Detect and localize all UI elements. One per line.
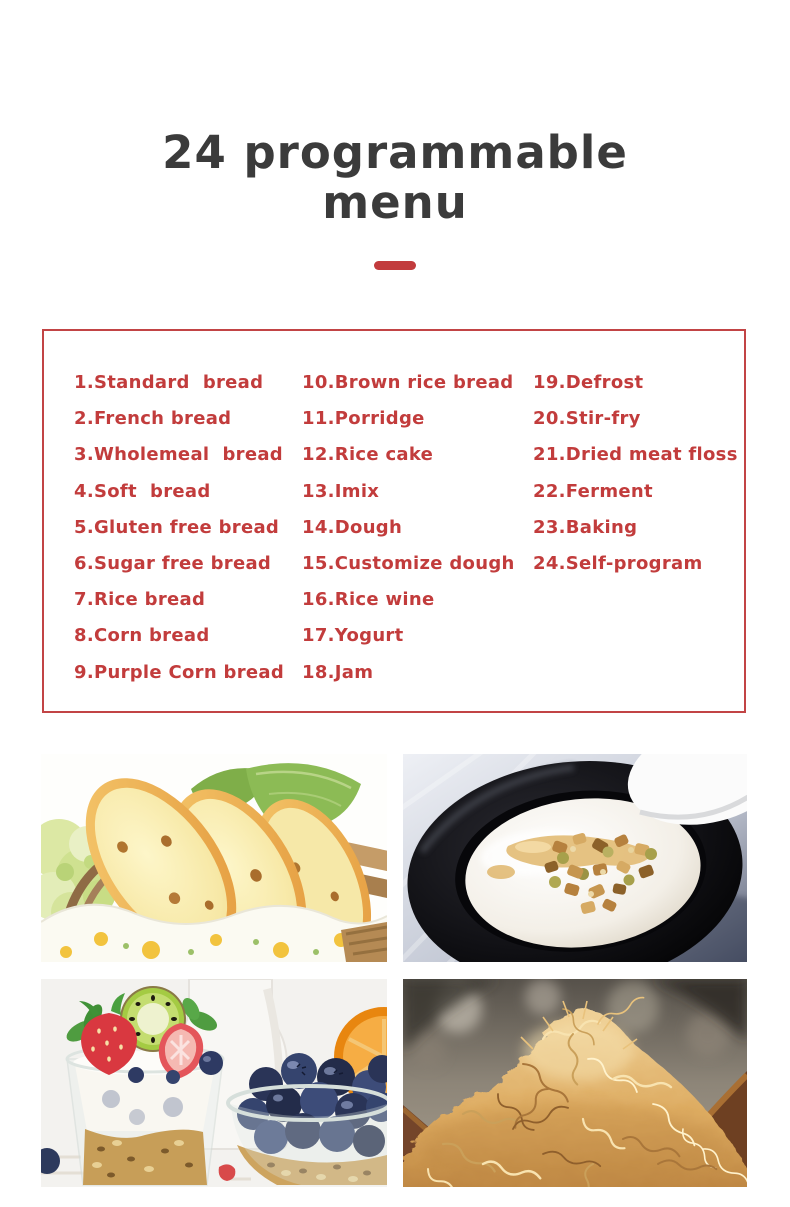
red-dash-divider [374,261,416,270]
menu-item: 19.Defrost [533,372,644,393]
menu-item: 18.Jam [302,661,374,683]
menu-item: 13.Imix [302,480,380,502]
menu-item: 10.Brown rice bread [302,372,514,393]
menu-item: 12.Rice cake [302,444,434,466]
menu-item: 7.Rice bread [74,589,206,611]
menu-item: 6.Sugar free bread [74,552,272,574]
menu-item: 24.Self-program [533,552,703,574]
menu-list-box [42,329,746,713]
menu-item: 15.Customize dough [302,552,515,574]
menu-item: 20.Stir-fry [533,408,641,430]
page-title [0,128,790,228]
menu-column-2 [302,368,515,694]
menu-item: 14.Dough [302,516,403,538]
menu-item: 11.Porridge [302,408,425,430]
yogurt-glass [67,1046,223,1185]
menu-item: 3.Wholemeal bread [74,444,283,466]
meat-floss-illustration [403,979,747,1187]
photo-porridge-bowl [403,754,747,962]
menu-item: 1.Standard bread [74,372,264,393]
menu-item: 23.Baking [533,516,638,538]
menu-column-3 [533,368,738,585]
menu-item: 5.Gluten free bread [74,516,280,538]
menu-item: 17.Yogurt [302,625,404,647]
menu-item: 8.Corn bread [74,625,210,647]
menu-item: 2.French bread [74,408,232,430]
bread-basket-illustration [41,754,387,962]
menu-column-1 [74,368,284,694]
menu-item: 21.Dried meat floss [533,444,738,466]
page-title-line1: 24 programmable [162,126,628,179]
menu-item: 4.Soft bread [74,480,211,502]
menu-item: 16.Rice wine [302,589,435,611]
porridge-bowl-illustration [403,754,747,962]
photo-dried-meat-floss [403,979,747,1187]
photo-yogurt-parfait [41,979,387,1187]
menu-item: 22.Ferment [533,480,653,502]
yogurt-parfait-illustration [41,979,387,1187]
photo-standard-bread [41,754,387,962]
granola-layer [83,1129,207,1185]
menu-item: 9.Purple Corn bread [74,661,285,683]
page-title-line2: menu [322,176,468,229]
